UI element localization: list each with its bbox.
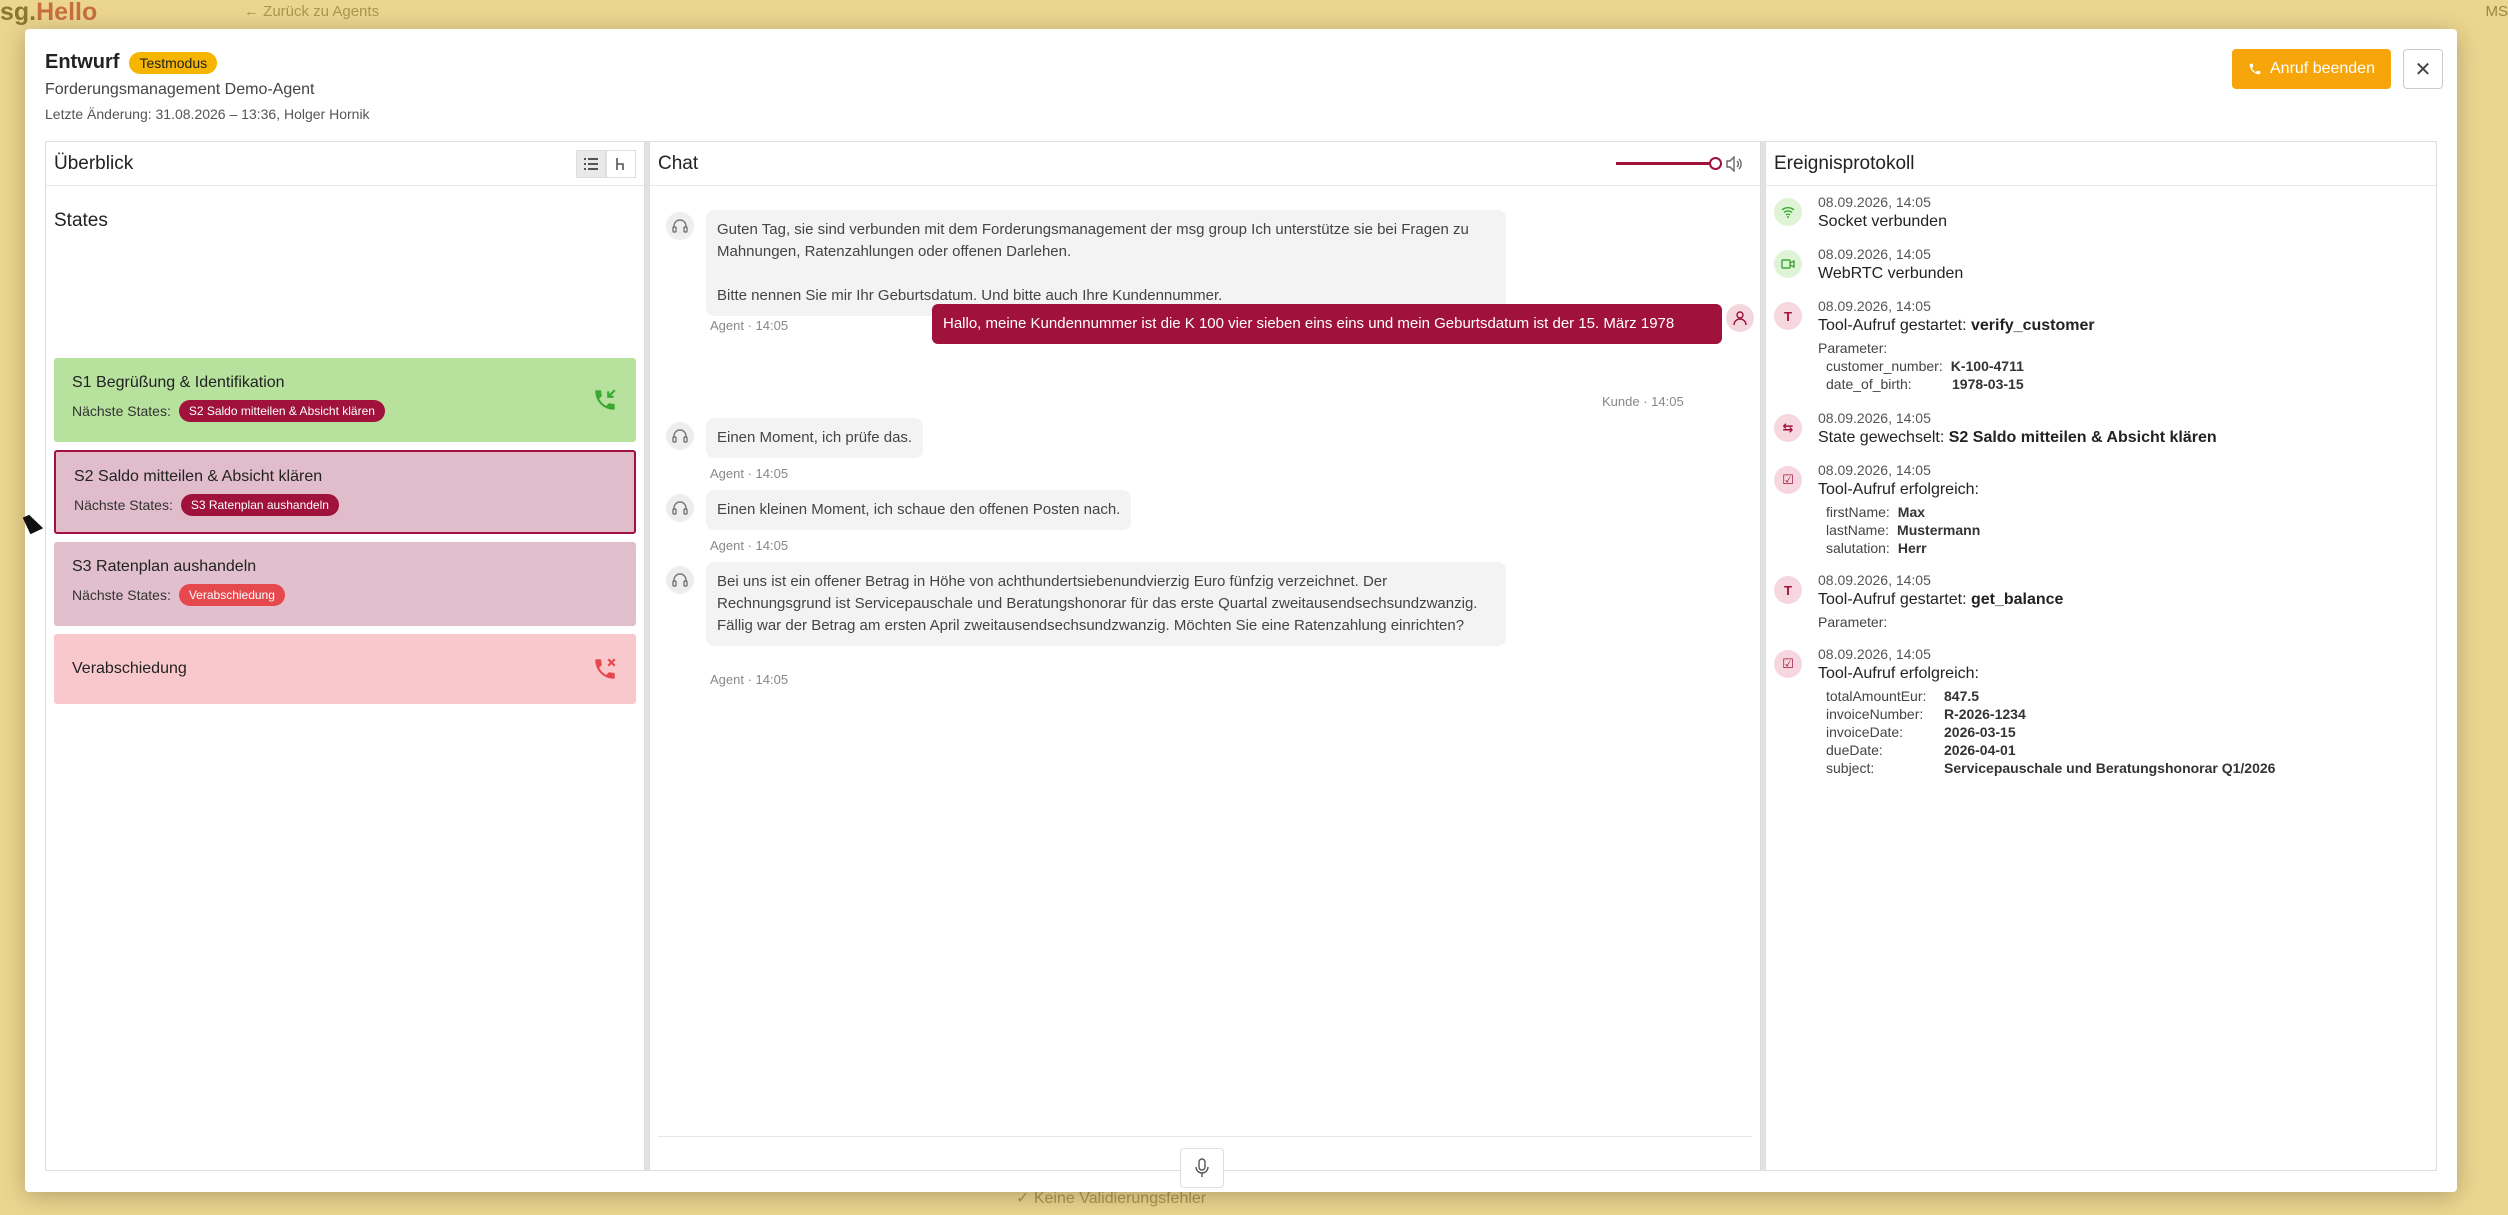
volume-slider-knob[interactable]	[1709, 157, 1722, 170]
close-icon: ✕	[2414, 58, 2432, 81]
chat-panel	[649, 141, 1761, 1171]
volume-slider[interactable]	[1616, 162, 1716, 165]
event-time: 08.09.2026, 14:05	[1818, 572, 1931, 588]
last-change: Letzte Änderung: 31.08.2026 – 13:36, Holger Hornik	[45, 106, 370, 122]
check-icon: ☑	[1774, 650, 1802, 678]
next-state-chip: Verabschiedung	[179, 584, 285, 606]
event-log-panel	[1765, 141, 2437, 1171]
event-text: Tool-Aufruf gestartet: get_balance	[1818, 591, 2064, 608]
graph-view-button[interactable]	[606, 150, 636, 178]
chat-header	[650, 142, 1760, 186]
event-log-header	[1766, 142, 2436, 186]
param-row: customer_number: K-100-4711	[1826, 358, 2024, 374]
person-icon	[1732, 310, 1748, 326]
overview-title: Überblick	[54, 152, 134, 174]
state-card-s2[interactable]	[54, 450, 636, 534]
message-meta: Agent · 14:05	[710, 466, 789, 481]
param-row: dueDate: 2026-04-01	[1826, 742, 2016, 758]
tool-icon: T	[1774, 576, 1802, 604]
next-states-label: Nächste States:	[72, 587, 171, 603]
modal-header	[45, 51, 370, 122]
event-time: 08.09.2026, 14:05	[1818, 462, 1931, 478]
state-name: Verabschiedung	[72, 660, 187, 677]
video-icon	[1774, 250, 1802, 278]
event-text: Socket verbunden	[1818, 213, 1947, 230]
overview-panel	[45, 141, 645, 1171]
event-text: Tool-Aufruf erfolgreich:	[1818, 665, 1979, 682]
message-meta: Agent · 14:05	[710, 538, 789, 553]
event-time: 08.09.2026, 14:05	[1818, 646, 1931, 662]
message-meta: Agent · 14:05	[710, 672, 789, 687]
wifi-icon	[1774, 198, 1802, 226]
state-name: S2 Saldo mitteilen & Absicht klären	[74, 468, 323, 485]
state-card-s1[interactable]	[54, 358, 636, 442]
headset-icon	[672, 428, 688, 444]
tool-icon: T	[1774, 302, 1802, 330]
microphone-button[interactable]	[1180, 1148, 1224, 1188]
swap-icon: ⇆	[1774, 414, 1802, 442]
param-row: lastName: Mustermann	[1826, 522, 1981, 538]
agent-avatar	[666, 566, 694, 594]
state-name: S3 Ratenplan aushandeln	[72, 558, 257, 575]
graph-icon	[614, 157, 628, 171]
hangup-call-icon	[592, 656, 618, 682]
chat-message-agent: Einen Moment, ich prüfe das.	[706, 418, 923, 458]
event-text: Tool-Aufruf erfolgreich:	[1818, 481, 1979, 498]
agent-name: Forderungsmanagement Demo-Agent	[45, 81, 315, 98]
check-icon: ☑	[1774, 466, 1802, 494]
headset-icon	[672, 500, 688, 516]
state-name: S1 Begrüßung & Identifikation	[72, 374, 285, 391]
event-text: WebRTC verbunden	[1818, 265, 1964, 282]
volume-control	[1616, 156, 1744, 172]
microphone-icon	[1194, 1158, 1210, 1178]
agent-avatar	[666, 422, 694, 450]
params-label: Parameter:	[1818, 340, 1888, 356]
phone-icon	[2248, 62, 2262, 76]
chat-message-user: Hallo, meine Kundennummer ist die K 100 vier sieben eins eins und mein Geburtsdatum ist der 15. März 1978	[932, 304, 1722, 344]
param-row: invoiceDate: 2026-03-15	[1826, 724, 2016, 740]
overview-header	[46, 142, 644, 186]
message-meta: Kunde · 14:05	[1602, 394, 1684, 409]
chat-message-agent: Guten Tag, sie sind verbunden mit dem Forderungsmanagement der msg group Ich unterstütze sie bei Fragen zu Mahnungen, Ratenzahlungen oder offenen Darlehen. Bitte nennen Sie mir Ihr Geburtsdatum. Und bitte auch Ihre Kundennummer.	[706, 210, 1506, 316]
test-call-modal	[25, 29, 2457, 1192]
incoming-call-icon	[592, 387, 618, 413]
params-label: Parameter:	[1818, 614, 1888, 630]
chat-message-agent: Einen kleinen Moment, ich schaue den offenen Posten nach.	[706, 490, 1131, 530]
event-time: 08.09.2026, 14:05	[1818, 246, 1931, 262]
event-text: Tool-Aufruf gestartet: verify_customer	[1818, 317, 2095, 334]
param-row: subject: Servicepauschale und Beratungshonorar Q1/2026	[1826, 760, 2276, 776]
close-modal-button[interactable]	[2403, 49, 2443, 89]
view-toggle	[576, 150, 636, 178]
next-state-chip: S3 Ratenplan aushandeln	[181, 494, 339, 516]
states-heading: States	[54, 210, 108, 231]
modal-title: Entwurf	[45, 51, 120, 73]
state-next-row	[72, 400, 618, 422]
param-row: totalAmountEur: 847.5	[1826, 688, 1980, 704]
user-avatar	[1726, 304, 1754, 332]
next-states-label: Nächste States:	[74, 497, 173, 513]
message-meta: Agent · 14:05	[710, 318, 789, 333]
state-card-farewell[interactable]	[54, 634, 636, 704]
test-mode-badge: Testmodus	[129, 52, 217, 74]
param-row: date_of_birth: 1978-03-15	[1826, 376, 2024, 392]
chat-title: Chat	[658, 152, 699, 174]
next-state-chip: S2 Saldo mitteilen & Absicht klären	[179, 400, 385, 422]
chat-message-agent: Bei uns ist ein offener Betrag in Höhe von achthundertsiebenundvierzig Euro fünfzig verzeichnet. Der Rechnungsgrund ist Servicepauschale und Beratungshonorar für das erste Quartal zweitausendsechsundzwanzig. Fällig war der Betrag am ersten April zweitausendsechsundzwanzig. Möchten Sie eine Ratenzahlung einrichten?	[706, 562, 1506, 646]
event-time: 08.09.2026, 14:05	[1818, 298, 1931, 314]
param-row: firstName: Max	[1826, 504, 1926, 520]
state-card-s3[interactable]	[54, 542, 636, 626]
param-row: invoiceNumber: R-2026-1234	[1826, 706, 2026, 722]
list-view-button[interactable]	[576, 150, 606, 178]
state-next-row	[74, 494, 616, 516]
list-icon	[584, 158, 598, 170]
next-states-label: Nächste States:	[72, 403, 171, 419]
headset-icon	[672, 572, 688, 588]
event-text: State gewechselt: S2 Saldo mitteilen & Absicht klären	[1818, 429, 2217, 446]
event-time: 08.09.2026, 14:05	[1818, 410, 1931, 426]
agent-avatar	[666, 212, 694, 240]
end-call-button[interactable]: Anruf beenden	[2232, 49, 2391, 89]
event-log-title: Ereignisprotokoll	[1774, 152, 1915, 174]
agent-avatar	[666, 494, 694, 522]
headset-icon	[672, 218, 688, 234]
chat-input-divider	[658, 1136, 1752, 1137]
speaker-icon[interactable]	[1726, 156, 1744, 172]
event-time: 08.09.2026, 14:05	[1818, 194, 1931, 210]
state-next-row	[72, 584, 618, 606]
param-row: salutation: Herr	[1826, 540, 1927, 556]
